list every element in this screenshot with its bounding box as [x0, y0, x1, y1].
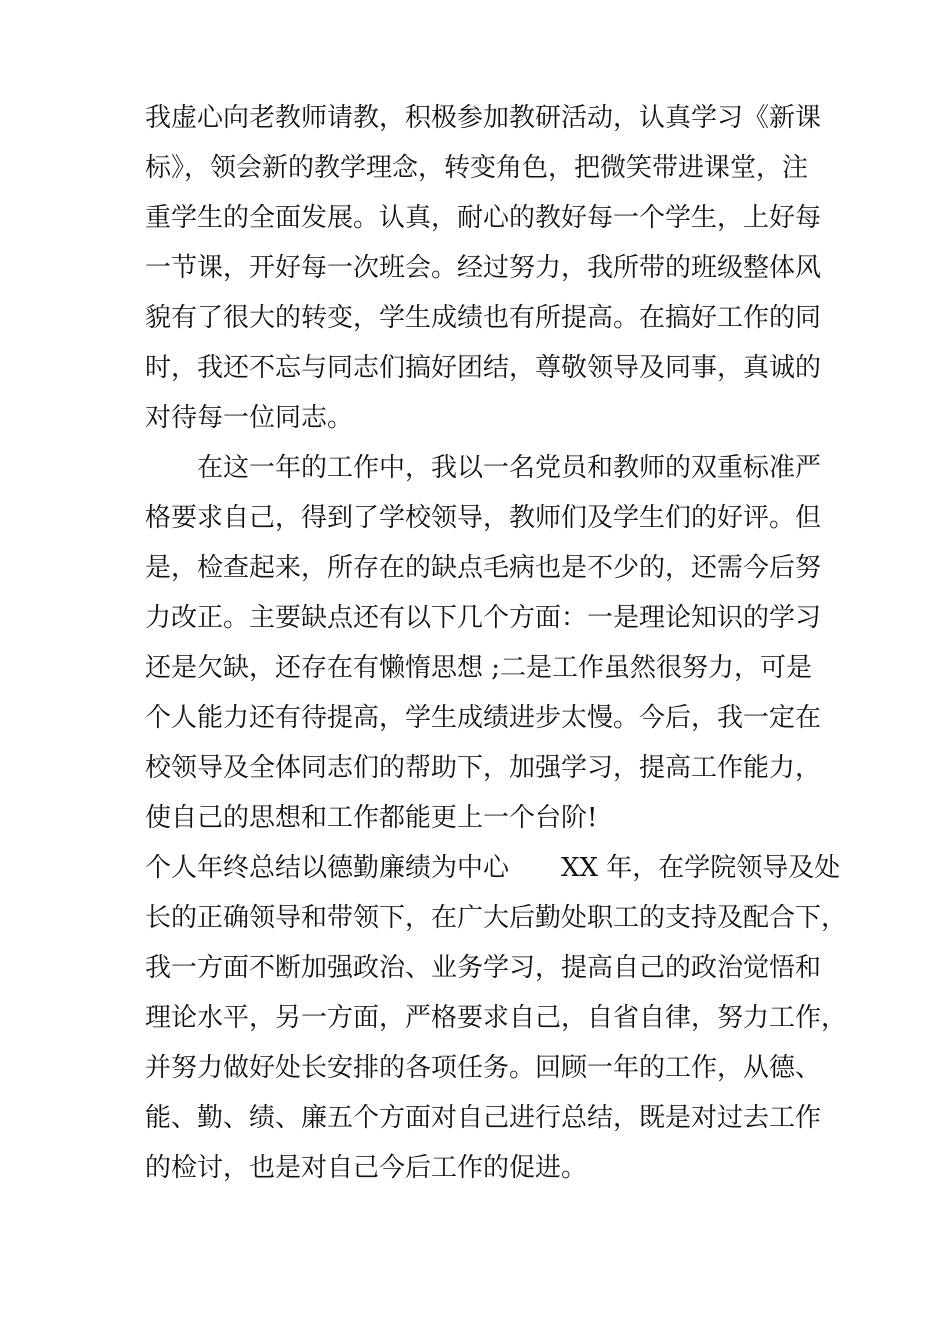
paragraph-line: 重学生的全面发展。认真，耐心的教好每一个学生，上好每 [145, 203, 822, 233]
paragraph-line: 使自己的思想和工作都能更上一个台阶! [145, 803, 598, 833]
paragraph-line: 一节课，开好每一次班会。经过努力，我所带的班级整体风 [145, 253, 822, 283]
paragraph-line: 理论水平，另一方面，严格要求自己，自省自律，努力工作， [145, 1003, 848, 1033]
paragraph-line: 在这一年的工作中，我以一名党员和教师的双重标准严 [197, 453, 822, 483]
paragraph-first-text: XX 年，在学院领导及处 [561, 853, 841, 883]
paragraph-line: 长的正确领导和带领下，在广大后勤处职工的支持及配合下， [145, 903, 848, 933]
paragraph-line: 的检讨，也是对自己今后工作的促进。 [145, 1153, 588, 1183]
paragraph-line: 格要求自己，得到了学校领导，教师们及学生们的好评。但 [145, 503, 822, 533]
paragraph-line: 对待每一位同志。 [145, 403, 354, 433]
paragraph-line: 我一方面不断加强政治、业务学习，提高自己的政治觉悟和 [145, 953, 822, 983]
paragraph-line: 力改正。主要缺点还有以下几个方面：一是理论知识的学习 [145, 603, 822, 633]
paragraph-line: 并努力做好处长安排的各项任务。回顾一年的工作，从德、 [145, 1053, 822, 1083]
paragraph-line: 我虚心向老教师请教，积极参加教研活动，认真学习《新课 [145, 103, 822, 133]
section-title: 个人年终总结以德勤廉绩为中心 [145, 853, 510, 883]
paragraph-line: 标》，领会新的教学理念，转变角色，把微笑带进课堂，注 [145, 153, 809, 183]
paragraph-line: 时，我还不忘与同志们搞好团结，尊敬领导及同事，真诚的 [145, 353, 822, 383]
paragraph-line: 是，检查起来，所存在的缺点毛病也是不少的，还需今后努 [145, 553, 822, 583]
section-title-line [145, 851, 840, 885]
paragraph-line: 还是欠缺，还存在有懒惰思想 ;二是工作虽然很努力，可是 [145, 653, 813, 683]
paragraph-line: 能、勤、绩、廉五个方面对自己进行总结，既是对过去工作 [145, 1103, 822, 1133]
paragraph-line: 个人能力还有待提高，学生成绩进步太慢。今后，我一定在 [145, 703, 822, 733]
paragraph-line: 貌有了很大的转变，学生成绩也有所提高。在搞好工作的同 [145, 303, 822, 333]
paragraph-line: 校领导及全体同志们的帮助下，加强学习，提高工作能力， [145, 753, 822, 783]
